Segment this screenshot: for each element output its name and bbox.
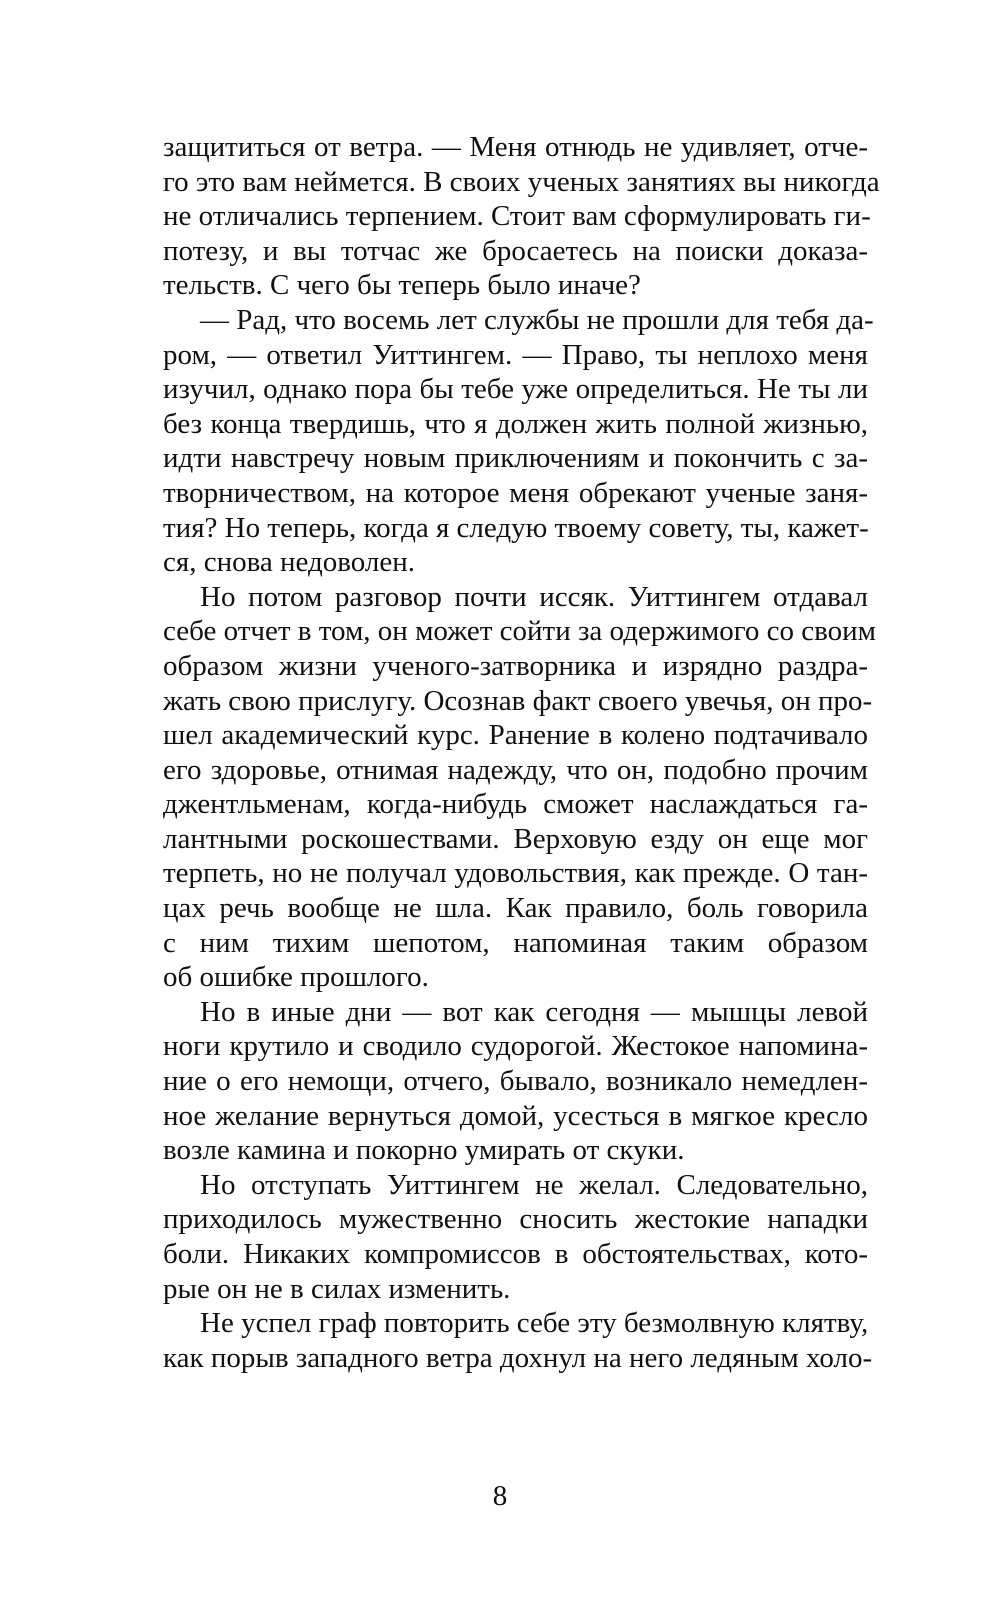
text-line: жать свою прислугу. Осознав факт своего увечья, он про- bbox=[163, 684, 873, 717]
text-line: терпеть, но не получал удовольствия, как прежде. О тан- bbox=[163, 857, 868, 890]
text-line: без конца твердишь, что я должен жить полной жизнью, bbox=[163, 407, 868, 440]
text-line: — Рад, что восемь лет службы не прошли для тебя да- bbox=[200, 303, 874, 336]
text-line: возле камина и покорно умирать от скуки. bbox=[163, 1134, 685, 1167]
text-line: джентльменам, когда-нибудь сможет наслаждаться га- bbox=[163, 788, 868, 821]
paragraph-2 bbox=[163, 303, 874, 580]
text-line: Но отступать Уиттингем не желал. Следовательно, bbox=[200, 1168, 868, 1201]
text-line: боли. Никаких компромиссов в обстоятельствах, кото- bbox=[163, 1238, 868, 1270]
text-line: цах речь вообще не шла. Как правило, боль говорила bbox=[163, 892, 868, 925]
text-line: ное желание вернуться домой, усесться в мягкое кресло bbox=[163, 1099, 868, 1132]
text-line: го это вам неймется. В своих ученых занятиях вы никогда bbox=[163, 165, 880, 198]
text-line: изучил, однако пора бы тебе уже определиться. Не ты ли bbox=[163, 373, 868, 406]
text-line: Но в иные дни — вот как сегодня — мышцы левой bbox=[200, 995, 868, 1028]
text-line: рые он не в силах изменить. bbox=[163, 1272, 511, 1305]
text-line: не отличались терпением. Стоит вам сформулировать ги- bbox=[163, 200, 871, 233]
text-line: его здоровье, отнимая надежду, что он, подобно прочим bbox=[163, 753, 868, 786]
text-line: творничеством, на которое меня обрекают ученые заня- bbox=[163, 476, 868, 509]
text-line: идти навстречу новым приключениям и покончить с за- bbox=[163, 442, 868, 475]
text-line: ром, — ответил Уиттингем. — Право, ты неплохо меня bbox=[163, 338, 868, 371]
page-number: 8 bbox=[492, 1480, 508, 1512]
text-line: лантными роскошествами. Верховую езду он еще мог bbox=[163, 822, 868, 855]
text-line: ноги крутило и сводило судорогой. Жестокое напомина- bbox=[163, 1030, 868, 1063]
paragraph-3 bbox=[163, 580, 877, 995]
text-line: Но потом разговор почти иссяк. Уиттингем отдавал bbox=[200, 580, 868, 613]
text-line: об ошибке прошлого. bbox=[163, 961, 429, 994]
text-line: Не успел граф повторить себе эту безмолвную клятву, bbox=[200, 1307, 869, 1340]
text-line: тия? Но теперь, когда я следую твоему совету, ты, кажет- bbox=[163, 511, 869, 544]
paragraph-4 bbox=[163, 995, 868, 1168]
text-line: приходилось мужественно сносить жестокие нападки bbox=[163, 1203, 868, 1236]
paragraph-1 bbox=[163, 130, 880, 303]
text-line: шел академический курс. Ранение в колено подтачивало bbox=[163, 719, 868, 752]
text-line: себе отчет в том, он может сойти за одержимого со своим bbox=[163, 615, 877, 648]
text-line: образом жизни ученого-затворника и изрядно раздра- bbox=[163, 649, 868, 682]
paragraph-5 bbox=[163, 1168, 868, 1306]
text-line: защититься от ветра. — Меня отнюдь не удивляет, отче- bbox=[163, 131, 868, 163]
text-line: потезу, и вы тотчас же бросаетесь на поиски доказа- bbox=[163, 234, 868, 267]
text-line: тельств. С чего бы теперь было иначе? bbox=[163, 269, 641, 302]
text-line: как порыв западного ветра дохнул на него ледяным холо- bbox=[163, 1341, 873, 1374]
paragraph-6 bbox=[163, 1306, 873, 1375]
body-text bbox=[163, 130, 880, 1375]
text-line: с ним тихим шепотом, напоминая таким образом bbox=[163, 926, 868, 959]
text-line: ся, снова недоволен. bbox=[163, 546, 416, 579]
text-line: ние о его немощи, отчего, бывало, возникало немедлен- bbox=[163, 1065, 868, 1098]
